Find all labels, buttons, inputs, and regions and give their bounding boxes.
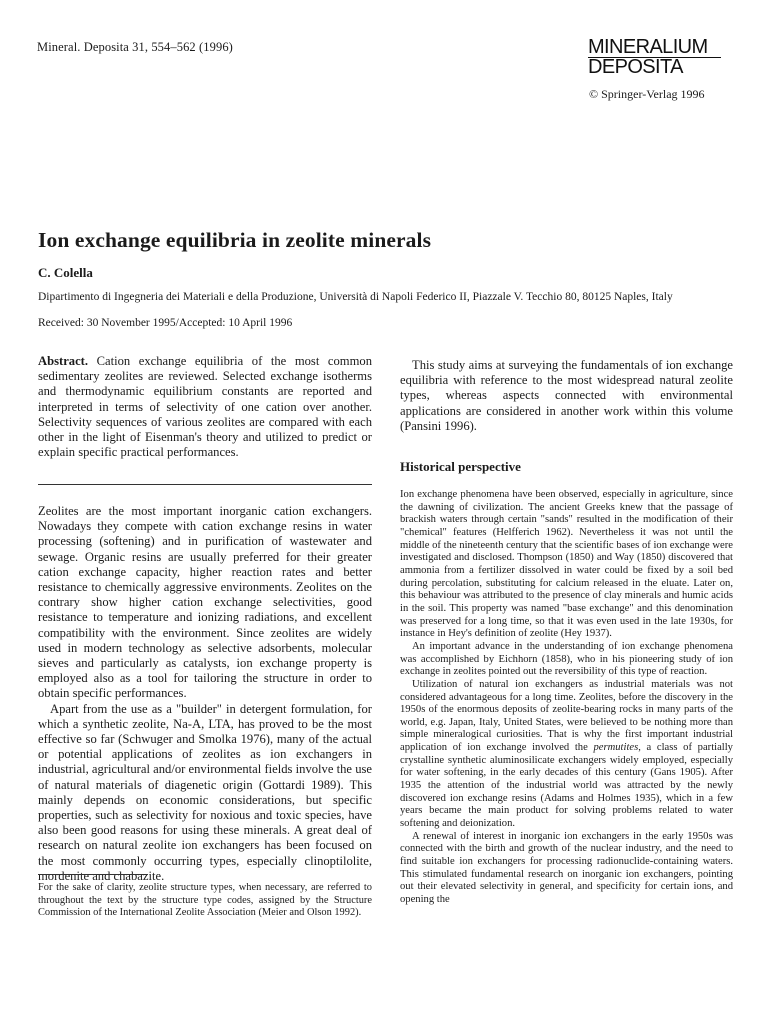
aim-paragraph: This study aims at surveying the fundamentals of ion exchange equilibria with reference to the most widespread natural zeolite types, whereas aspects connected with environmental applications are considered in another work within this volume (Pansini 1996).	[400, 358, 733, 433]
footnote	[38, 882, 372, 920]
abstract-divider	[38, 484, 372, 485]
abstract-text: Cation exchange equilibria of the most common sedimentary zeolites are reviewed. Selected exchange isotherms and thermodynamic equilibrium constants are reported and interpreted in terms of selectivity of one cation over another. Selectivity sequences of various zeolites are compared with each other in the light of Eisenman's theory and utilized to predict or explain specific practical performances.	[38, 354, 372, 460]
historical-paragraph-3: Utilization of natural ion exchangers as industrial materials was not considered advantageous for a long time. Zeolites, before the discovery in the 1950s of the enormous deposits of zeolite-bearing rocks in many parts of the world, e.g. Japan, Italy, United States, were believed to be nothing more than simple mineralogical curiosities. That is why the first important industrial application of ion exchange involved the permutites, a class of partially crystalline synthetic aluminosilicate exchangers widely employed, especially for water softening, in the early decades of this century (Gans 1905). After 1935 the attention of the industrial world was attracted by the newly discovered ion exchange resins (Adams and Holmes 1935), which in a few years became the main product for solving problems related to water softening and deionization.	[400, 678, 733, 830]
journal-logo	[588, 38, 738, 102]
author-affiliation: Dipartimento di Ingegneria dei Materiali e della Produzione, Università di Napoli Federico II, Piazzale V. Tecchio 80, 80125 Naples, Italy	[38, 291, 673, 303]
abstract-label: Abstract.	[38, 354, 89, 368]
historical-paragraph-1: Ion exchange phenomena have been observed, especially in agriculture, since the dawning of civilization. The ancient Greeks knew that the passage of brackish waters through certain "sands" resulted in the modification of their "chemical" features (Helfferich 1962). Nevertheless it was not until the middle of the nineteenth century that the scientific bases of ion exchange were investigated and disclosed. Thompson (1850) and Way (1850) discovered that ammonia from a fertilizer dissolved in water could be fixed by a soil bed during percolation, substituting for calcium released in the eluate. Later on, this behaviour was attributed to the presence of clay minerals and humic acids in the soil. This property was named "base exchange" and this denomination was preserved for a long time, so that it was even used in the late 1930s, for instance in Hey's definition of zeolite (Hey 1937).	[400, 489, 733, 640]
author-name: C. Colella	[38, 265, 93, 280]
journal-citation: Mineral. Deposita 31, 554–562 (1996)	[37, 40, 233, 54]
intro-paragraph-2: Apart from the use as a "builder" in detergent formulation, for which a synthetic zeolite, Na-A, LTA, has proved to be the most effective so far (Schwuger and Smolka 1976), many of the actual or potential applications of zeolites as ion exchangers in industrial, agricultural and/or environmental fields involve the use of natural materials of diagenetic origin (Gottardi 1989). This mainly depends on economic considerations, but specific properties, such as selectivity for noxious and toxic species, have also been good reasons for using these minerals. A great deal of research on natural zeolite ion exchangers has been focused on the most commonly occurring types, especially clinoptilolite, mordenite and chabazite.	[38, 701, 372, 883]
journal-name-line1: MINERALIUM	[588, 36, 708, 58]
section-heading-historical: Historical perspective	[400, 459, 521, 474]
article-title: Ion exchange equilibria in zeolite minerals	[38, 228, 432, 252]
permutites-term: permutites	[593, 742, 639, 754]
intro-paragraph-1: Zeolites are the most important inorganic cation exchangers. Nowadays they compete with cation exchange resins in water processing (softening) and in purification of wastewater and sewage. Organic resins are usually preferred for their greater cation exchange capacity, higher reaction rates and better resistance to chemically aggressive environments. Zeolites on the contrary show higher cation exchange selectivities, good resistance to temperature and ionizing radiations, and excellent compatibility with the environment. Since zeolites are widely used in modern technology as selective adsorbents, molecular sieves and particularly as catalysts, ion exchange property is employed also as a tool for tailoring the structure in order to obtain specific performances.	[38, 504, 372, 701]
introduction	[38, 504, 372, 884]
footnote-text: For the sake of clarity, zeolite structure types, when necessary, are referred to throughout the text by the structure type codes, assigned by the Structure Commission of the International Zeolite Association (Meier and Olson 1992).	[38, 882, 372, 919]
study-aim	[400, 358, 733, 434]
journal-name-line2: DEPOSITA	[588, 56, 683, 78]
publisher-copyright: © Springer-Verlag 1996	[589, 87, 705, 101]
historical-paragraph-4: A renewal of interest in inorganic ion exchangers in the early 1950s was connected with the birth and growth of the nuclear industry, and the need to find suitable ion exchangers for processing radionuclide-containing waters. This stimulated fundamental research on inorganic ion exchangers, pointing out their elevated selectivity in general, and specificity for certain ions, and opening the	[400, 830, 733, 905]
historical-perspective	[400, 489, 733, 907]
footnote-divider	[38, 874, 148, 875]
abstract	[38, 354, 372, 460]
historical-paragraph-2: An important advance in the understanding of ion exchange phenomena was accomplished by Eichhorn (1858), who in his pioneering study of ion exchange in zeolites pointed out the reversibility of this type of reaction.	[400, 640, 733, 678]
received-accepted-dates: Received: 30 November 1995/Accepted: 10 April 1996	[38, 317, 293, 329]
